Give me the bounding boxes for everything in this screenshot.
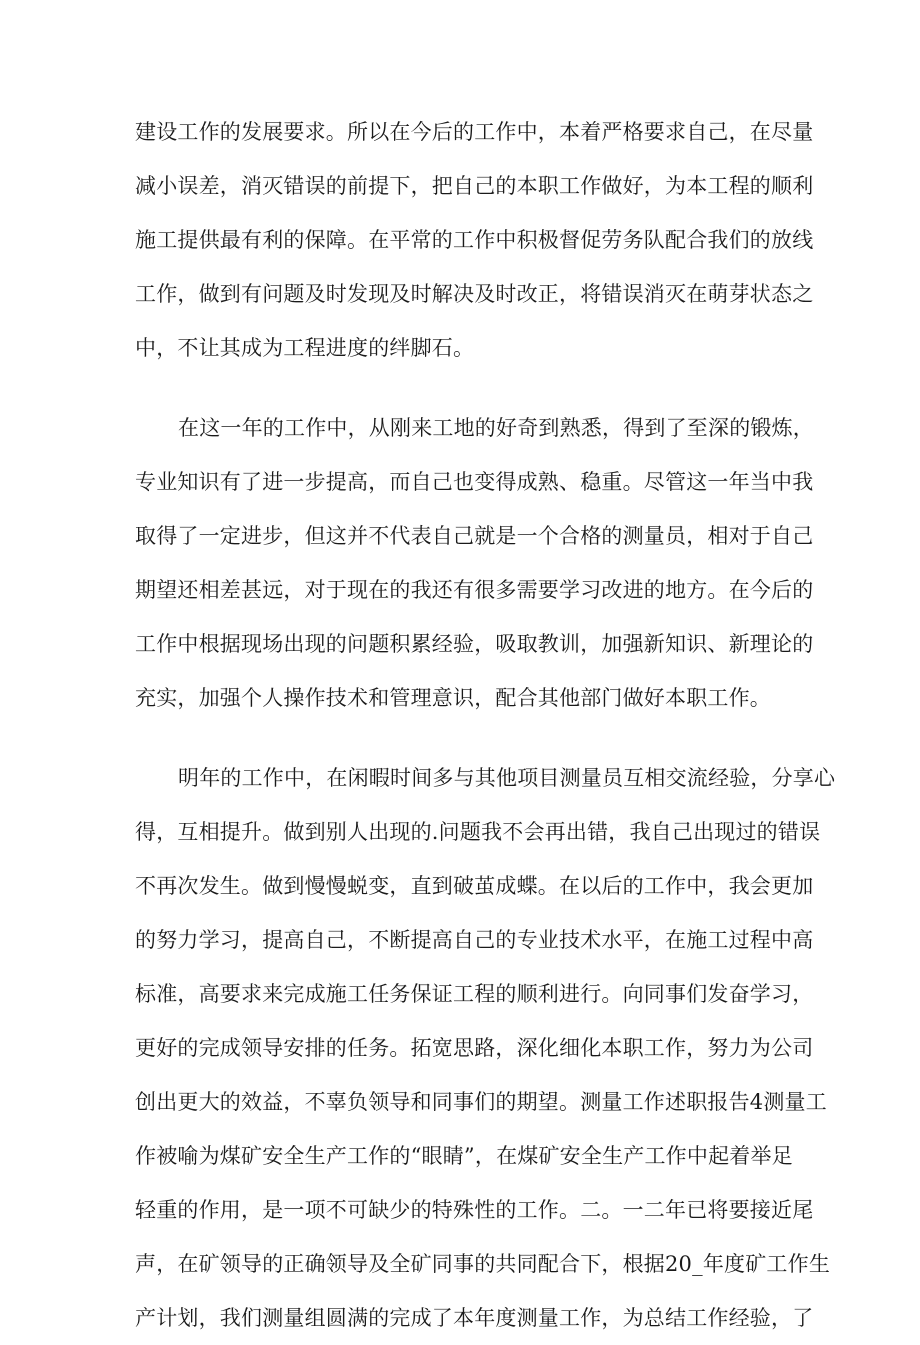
text-line: 中，不让其成为工程进度的绊脚石。 <box>135 336 475 360</box>
text-line: 产计划，我们测量组圆满的完成了本年度测量工作，为总结工作经验，了 <box>135 1306 814 1330</box>
paragraph-1 <box>135 105 814 375</box>
text-line: 得，互相提升。做到别人出现的.问题我不会再出错，我自己出现过的错误 <box>135 820 821 844</box>
text-line: 作被喻为煤矿安全生产工作的“眼睛”，在煤矿安全生产工作中起着举足 <box>135 1144 793 1168</box>
text-line: 工作，做到有问题及时发现及时解决及时改正，将错误消灭在萌芽状态之 <box>135 282 814 306</box>
text-line: 在这一年的工作中，从刚来工地的好奇到熟悉，得到了至深的锻炼， <box>178 416 814 440</box>
text-line: 期望还相差甚远，对于现在的我还有很多需要学习改进的地方。在今后的 <box>135 578 814 602</box>
text-line: 专业知识有了进一步提高，而自己也变得成熟、稳重。尽管这一年当中我 <box>135 470 814 494</box>
text-line: 工作中根据现场出现的问题积累经验，吸取教训，加强新知识、新理论的 <box>135 632 814 656</box>
text-line: 标准，高要求来完成施工任务保证工程的顺利进行。向同事们发奋学习， <box>135 982 814 1006</box>
text-line: 轻重的作用，是一项不可缺少的特殊性的工作。二。一二年已将要接近尾 <box>135 1198 814 1222</box>
text-line: 减小误差，消灭错误的前提下，把自己的本职工作做好，为本工程的顺利 <box>135 174 814 198</box>
text-line: 更好的完成领导安排的任务。拓宽思路，深化细化本职工作，努力为公司 <box>135 1036 814 1060</box>
text-line: 创出更大的效益，不辜负领导和同事们的期望。测量工作述职报告4测量工 <box>135 1090 827 1114</box>
paragraph-2 <box>135 401 814 725</box>
text-line: 声，在矿领导的正确领导及全矿同事的共同配合下，根据20_年度矿工作生 <box>135 1252 831 1276</box>
body-text <box>135 105 836 1345</box>
text-line: 施工提供最有利的保障。在平常的工作中积极督促劳务队配合我们的放线 <box>135 228 814 252</box>
text-line: 不再次发生。做到慢慢蜕变，直到破茧成蝶。在以后的工作中，我会更加 <box>135 874 814 898</box>
text-line: 建设工作的发展要求。所以在今后的工作中，本着严格要求自己，在尽量 <box>135 120 814 144</box>
paragraph-gap <box>135 725 780 751</box>
text-line: 充实，加强个人操作技术和管理意识，配合其他部门做好本职工作。 <box>135 686 771 710</box>
text-line: 明年的工作中，在闲暇时间多与其他项目测量员互相交流经验，分享心 <box>178 766 836 790</box>
text-line: 的努力学习，提高自己，不断提高自己的专业技术水平，在施工过程中高 <box>135 928 814 952</box>
paragraph-3 <box>135 751 836 1345</box>
text-line: 取得了一定进步，但这并不代表自己就是一个合格的测量员，相对于自己 <box>135 524 814 548</box>
paragraph-gap <box>135 375 780 401</box>
